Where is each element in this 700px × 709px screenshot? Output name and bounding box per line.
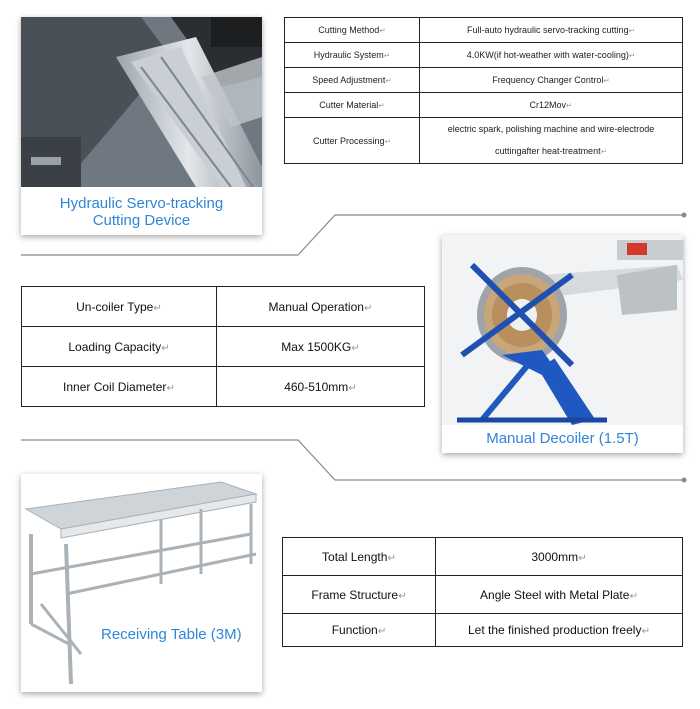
spec-label: Inner Coil Diameter xyxy=(63,379,167,394)
table-row: Inner Coil Diameter↵ 460-510mm↵ xyxy=(22,367,425,407)
receiving-table-photo xyxy=(21,474,262,692)
spec-value: Max 1500KG xyxy=(281,339,352,354)
spec-value: Full-auto hydraulic servo-tracking cutting xyxy=(467,25,629,35)
spec-value: 460-510mm xyxy=(284,379,349,394)
table-row: Speed Adjustment↵ Frequency Changer Control↵ xyxy=(285,68,683,93)
table-row: Total Length↵ 3000mm↵ xyxy=(283,538,683,576)
spec-value-line2: cuttingafter heat-treatment xyxy=(495,146,601,156)
spec-label: Frame Structure xyxy=(311,587,399,602)
cutting-device-card xyxy=(21,17,262,235)
spec-value: 4.0KW(if hot-weather with water-cooling) xyxy=(466,50,629,60)
spec-value-line1: electric spark, polishing machine and wire-electrode xyxy=(447,124,655,134)
decoiler-card xyxy=(442,235,683,453)
table-row: Frame Structure↵ Angle Steel with Metal Plate↵ xyxy=(283,576,683,614)
spec-label: Hydraulic System xyxy=(313,50,384,60)
spec-label: Function xyxy=(331,623,378,637)
receiving-table-caption: Receiving Table (3M) xyxy=(101,626,242,643)
decoiler-specs-table xyxy=(21,286,425,407)
spec-label: Total Length xyxy=(322,549,388,564)
table-row: Cutting Method↵ Full-auto hydraulic servo-tracking cutting↵ xyxy=(285,18,683,43)
table-row: Hydraulic System↵ 4.0KW(if hot-weather with water-cooling)↵ xyxy=(285,43,683,68)
cutting-device-caption xyxy=(21,195,262,229)
receiving-table-card xyxy=(21,474,262,692)
spec-label: Cutter Processing xyxy=(313,135,385,146)
cutting-device-caption-line2: Cutting Device xyxy=(92,212,191,229)
receiving-table-specs-table xyxy=(282,537,683,647)
spec-label: Loading Capacity xyxy=(68,339,162,354)
spec-label: Cutting Method xyxy=(318,25,380,35)
table-row: Loading Capacity↵ Max 1500KG↵ xyxy=(22,327,425,367)
table-row: Un-coiler Type↵ Manual Operation↵ xyxy=(22,287,425,327)
spec-label: Cutter Material xyxy=(319,100,379,110)
table-row: Cutter Material↵ Cr12Mov↵ xyxy=(285,93,683,118)
cutting-device-photo xyxy=(21,17,262,187)
spec-label: Speed Adjustment xyxy=(312,75,386,85)
spec-value: Angle Steel with Metal Plate xyxy=(480,587,630,602)
cutting-device-caption-line1: Hydraulic Servo-tracking xyxy=(59,195,224,212)
table-row: Cutter Processing↵ electric spark, polishing machine and wire-electrode cuttingafter heat-treatment↵ xyxy=(285,118,683,164)
spec-value: Let the finished production freely xyxy=(468,623,642,637)
spec-value: Manual Operation xyxy=(268,299,364,314)
cutting-specs-table xyxy=(284,17,683,164)
spec-value: Cr12Mov xyxy=(529,100,567,110)
spec-value: Frequency Changer Control xyxy=(492,75,604,85)
spec-value: 3000mm xyxy=(531,549,579,564)
decoiler-photo xyxy=(442,235,683,425)
table-row: Function↵ Let the finished production freely↵ xyxy=(283,614,683,647)
decoiler-caption: Manual Decoiler (1.5T) xyxy=(486,430,639,447)
spec-label: Un-coiler Type xyxy=(76,299,154,314)
